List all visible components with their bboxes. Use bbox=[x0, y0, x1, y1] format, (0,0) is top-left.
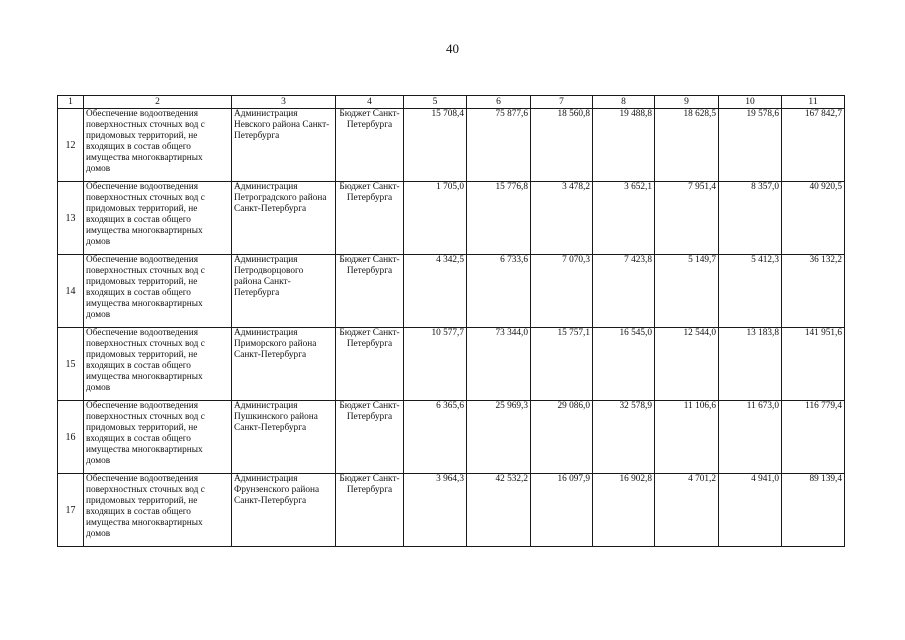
amount-cell-col-11: 116 779,4 bbox=[782, 401, 845, 474]
funding-source-cell: Бюджет Санкт-Петербурга bbox=[336, 401, 404, 474]
executor-cell: Администрация Приморского района Санкт-Петербурга bbox=[232, 328, 336, 401]
amount-cell-col-5: 10 577,7 bbox=[404, 328, 467, 401]
amount-cell-col-8: 32 578,9 bbox=[593, 401, 655, 474]
amount-cell-col-7: 16 097,9 bbox=[531, 474, 593, 547]
column-header-6: 6 bbox=[467, 96, 531, 109]
table-row bbox=[58, 109, 845, 182]
column-header-5: 5 bbox=[404, 96, 467, 109]
executor-cell: Администрация Фрунзенского района Санкт-Петербурга bbox=[232, 474, 336, 547]
amount-cell-col-10: 4 941,0 bbox=[719, 474, 782, 547]
column-header-3: 3 bbox=[232, 96, 336, 109]
budget-table bbox=[57, 95, 845, 547]
table-row bbox=[58, 474, 845, 547]
row-number-cell: 17 bbox=[58, 474, 84, 547]
table-row bbox=[58, 401, 845, 474]
amount-cell-col-8: 3 652,1 bbox=[593, 182, 655, 255]
amount-cell-col-6: 42 532,2 bbox=[467, 474, 531, 547]
amount-cell-col-8: 16 902,8 bbox=[593, 474, 655, 547]
amount-cell-col-7: 15 757,1 bbox=[531, 328, 593, 401]
activity-name-cell: Обеспечение водоотведения поверхностных сточных вод с придомовых территорий, не входящих в состав общего имущества многоквартирных домов bbox=[84, 182, 232, 255]
amount-cell-col-11: 89 139,4 bbox=[782, 474, 845, 547]
amount-cell-col-10: 8 357,0 bbox=[719, 182, 782, 255]
amount-cell-col-11: 40 920,5 bbox=[782, 182, 845, 255]
amount-cell-col-10: 11 673,0 bbox=[719, 401, 782, 474]
funding-source-cell: Бюджет Санкт-Петербурга bbox=[336, 182, 404, 255]
amount-cell-col-10: 13 183,8 bbox=[719, 328, 782, 401]
activity-name-cell: Обеспечение водоотведения поверхностных сточных вод с придомовых территорий, не входящих в состав общего имущества многоквартирных домов bbox=[84, 109, 232, 182]
amount-cell-col-9: 7 951,4 bbox=[655, 182, 719, 255]
column-header-row bbox=[58, 96, 845, 109]
executor-cell: Администрация Петродворцового района Санкт-Петербурга bbox=[232, 255, 336, 328]
amount-cell-col-10: 19 578,6 bbox=[719, 109, 782, 182]
amount-cell-col-11: 36 132,2 bbox=[782, 255, 845, 328]
amount-cell-col-5: 6 365,6 bbox=[404, 401, 467, 474]
column-header-7: 7 bbox=[531, 96, 593, 109]
table-row bbox=[58, 255, 845, 328]
amount-cell-col-11: 141 951,6 bbox=[782, 328, 845, 401]
column-header-1: 1 bbox=[58, 96, 84, 109]
row-number-cell: 13 bbox=[58, 182, 84, 255]
amount-cell-col-6: 15 776,8 bbox=[467, 182, 531, 255]
amount-cell-col-5: 15 708,4 bbox=[404, 109, 467, 182]
amount-cell-col-6: 25 969,3 bbox=[467, 401, 531, 474]
activity-name-cell: Обеспечение водоотведения поверхностных сточных вод с придомовых территорий, не входящих в состав общего имущества многоквартирных домов bbox=[84, 474, 232, 547]
row-number-cell: 14 bbox=[58, 255, 84, 328]
amount-cell-col-5: 1 705,0 bbox=[404, 182, 467, 255]
amount-cell-col-11: 167 842,7 bbox=[782, 109, 845, 182]
funding-source-cell: Бюджет Санкт-Петербурга bbox=[336, 474, 404, 547]
funding-source-cell: Бюджет Санкт-Петербурга bbox=[336, 255, 404, 328]
row-number-cell: 12 bbox=[58, 109, 84, 182]
amount-cell-col-8: 7 423,8 bbox=[593, 255, 655, 328]
amount-cell-col-9: 4 701,2 bbox=[655, 474, 719, 547]
table-row bbox=[58, 182, 845, 255]
executor-cell: Администрация Невского района Санкт-Петербурга bbox=[232, 109, 336, 182]
activity-name-cell: Обеспечение водоотведения поверхностных сточных вод с придомовых территорий, не входящих в состав общего имущества многоквартирных домов bbox=[84, 255, 232, 328]
amount-cell-col-7: 18 560,8 bbox=[531, 109, 593, 182]
amount-cell-col-7: 29 086,0 bbox=[531, 401, 593, 474]
amount-cell-col-10: 5 412,3 bbox=[719, 255, 782, 328]
column-header-8: 8 bbox=[593, 96, 655, 109]
amount-cell-col-6: 73 344,0 bbox=[467, 328, 531, 401]
row-number-cell: 15 bbox=[58, 328, 84, 401]
amount-cell-col-5: 4 342,5 bbox=[404, 255, 467, 328]
amount-cell-col-8: 16 545,0 bbox=[593, 328, 655, 401]
amount-cell-col-6: 6 733,6 bbox=[467, 255, 531, 328]
executor-cell: Администрация Пушкинского района Санкт-Петербурга bbox=[232, 401, 336, 474]
table-row bbox=[58, 328, 845, 401]
row-number-cell: 16 bbox=[58, 401, 84, 474]
amount-cell-col-8: 19 488,8 bbox=[593, 109, 655, 182]
amount-cell-col-6: 75 877,6 bbox=[467, 109, 531, 182]
amount-cell-col-5: 3 964,3 bbox=[404, 474, 467, 547]
funding-source-cell: Бюджет Санкт-Петербурга bbox=[336, 328, 404, 401]
page-number: 40 bbox=[446, 41, 459, 56]
funding-source-cell: Бюджет Санкт-Петербурга bbox=[336, 109, 404, 182]
column-header-4: 4 bbox=[336, 96, 404, 109]
amount-cell-col-9: 11 106,6 bbox=[655, 401, 719, 474]
amount-cell-col-9: 12 544,0 bbox=[655, 328, 719, 401]
column-header-9: 9 bbox=[655, 96, 719, 109]
activity-name-cell: Обеспечение водоотведения поверхностных сточных вод с придомовых территорий, не входящих в состав общего имущества многоквартирных домов bbox=[84, 328, 232, 401]
column-header-2: 2 bbox=[84, 96, 232, 109]
amount-cell-col-7: 3 478,2 bbox=[531, 182, 593, 255]
column-header-10: 10 bbox=[719, 96, 782, 109]
amount-cell-col-9: 5 149,7 bbox=[655, 255, 719, 328]
amount-cell-col-9: 18 628,5 bbox=[655, 109, 719, 182]
activity-name-cell: Обеспечение водоотведения поверхностных сточных вод с придомовых территорий, не входящих в состав общего имущества многоквартирных домов bbox=[84, 401, 232, 474]
amount-cell-col-7: 7 070,3 bbox=[531, 255, 593, 328]
executor-cell: Администрация Петроградского района Санкт-Петербурга bbox=[232, 182, 336, 255]
column-header-11: 11 bbox=[782, 96, 845, 109]
